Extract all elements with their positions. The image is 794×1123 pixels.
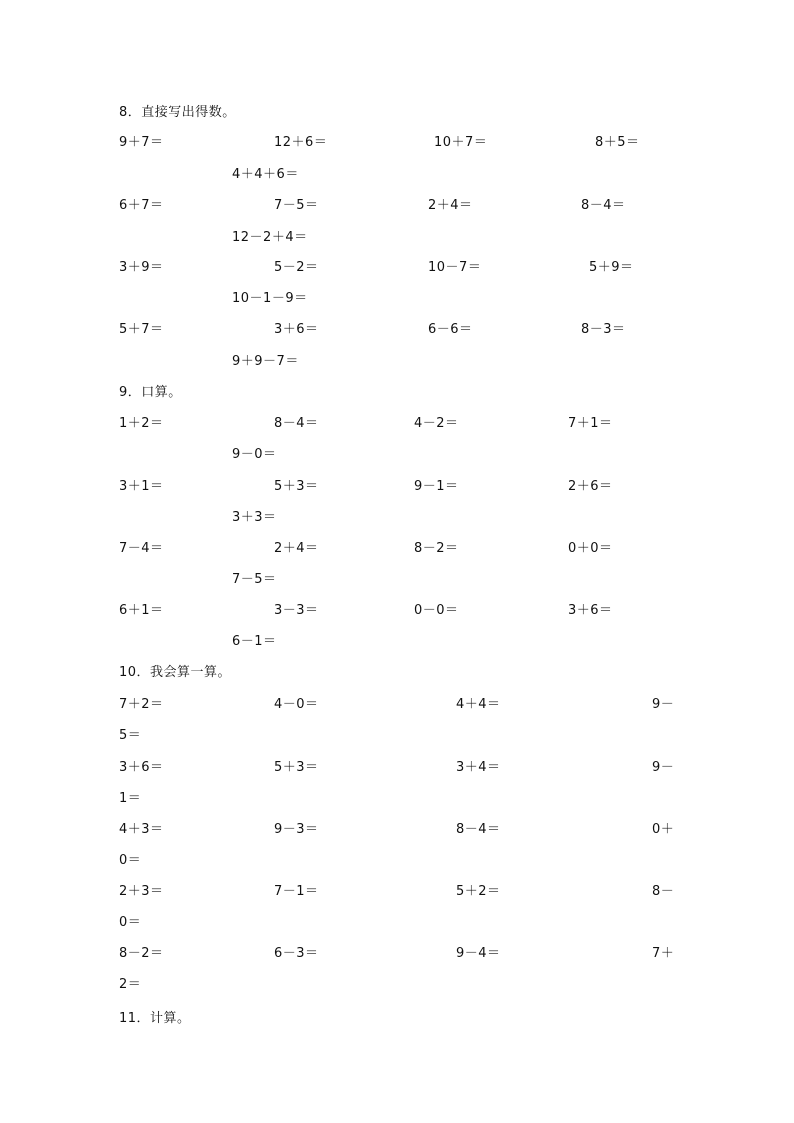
- problem: 5＋3＝: [274, 479, 319, 494]
- problem: 3＋9＝: [119, 260, 164, 275]
- problem: 8－4＝: [274, 416, 319, 431]
- problem: 10－7＝: [428, 260, 482, 275]
- problem: 7＋2＝: [119, 697, 164, 712]
- problem: 6－3＝: [274, 946, 319, 961]
- problem: 2＋4＝: [274, 541, 319, 556]
- problem: 4－2＝: [414, 416, 459, 431]
- section-heading: 9．口算。: [119, 385, 182, 400]
- problem: 9＋7＝: [119, 135, 164, 150]
- problem: 9－4＝: [456, 946, 501, 961]
- problem: 10－1－9＝: [232, 291, 308, 306]
- problem: 8＋5＝: [595, 135, 640, 150]
- problem: 5－2＝: [274, 260, 319, 275]
- problem: 3＋3＝: [232, 510, 277, 525]
- problem: 3＋6＝: [568, 603, 613, 618]
- problem: 8－4＝: [456, 822, 501, 837]
- problem: 3＋6＝: [119, 760, 164, 775]
- problem: 3＋6＝: [274, 322, 319, 337]
- problem: 9－: [652, 697, 675, 712]
- problem-continuation: 1＝: [119, 791, 142, 806]
- problem: 7－4＝: [119, 541, 164, 556]
- problem: 7－1＝: [274, 884, 319, 899]
- problem: 3＋1＝: [119, 479, 164, 494]
- problem: 1＋2＝: [119, 416, 164, 431]
- problem: 4＋3＝: [119, 822, 164, 837]
- problem: 2＋3＝: [119, 884, 164, 899]
- problem: 6＋7＝: [119, 198, 164, 213]
- problem: 8－2＝: [414, 541, 459, 556]
- problem: 9－0＝: [232, 447, 277, 462]
- problem: 8－2＝: [119, 946, 164, 961]
- problem: 0＋: [652, 822, 675, 837]
- problem: 12＋6＝: [274, 135, 328, 150]
- problem-continuation: 0＝: [119, 915, 142, 930]
- problem: 6－1＝: [232, 634, 277, 649]
- problem: 9－1＝: [414, 479, 459, 494]
- problem: 4－0＝: [274, 697, 319, 712]
- problem: 12－2＋4＝: [232, 230, 308, 245]
- problem: 3＋4＝: [456, 760, 501, 775]
- problem: 10＋7＝: [434, 135, 488, 150]
- problem: 4＋4＝: [456, 697, 501, 712]
- problem: 9－3＝: [274, 822, 319, 837]
- problem: 7＋1＝: [568, 416, 613, 431]
- problem: 7＋: [652, 946, 675, 961]
- problem: 2＋6＝: [568, 479, 613, 494]
- problem: 0－0＝: [414, 603, 459, 618]
- section-heading: 10．我会算一算。: [119, 665, 232, 680]
- problem: 5＋3＝: [274, 760, 319, 775]
- problem: 7－5＝: [274, 198, 319, 213]
- problem: 9＋9－7＝: [232, 354, 299, 369]
- problem: 6＋1＝: [119, 603, 164, 618]
- problem: 5＋7＝: [119, 322, 164, 337]
- problem: 7－5＝: [232, 572, 277, 587]
- problem: 0＋0＝: [568, 541, 613, 556]
- problem: 3－3＝: [274, 603, 319, 618]
- problem: 8－3＝: [581, 322, 626, 337]
- section-heading: 8．直接写出得数。: [119, 105, 236, 120]
- problem-continuation: 5＝: [119, 728, 142, 743]
- problem: 8－: [652, 884, 675, 899]
- problem: 8－4＝: [581, 198, 626, 213]
- problem: 4＋4＋6＝: [232, 167, 299, 182]
- problem: 2＋4＝: [428, 198, 473, 213]
- problem: 5＋9＝: [589, 260, 634, 275]
- problem-continuation: 2＝: [119, 977, 142, 992]
- problem: 6－6＝: [428, 322, 473, 337]
- section-heading: 11．计算。: [119, 1011, 191, 1026]
- problem: 9－: [652, 760, 675, 775]
- problem-continuation: 0＝: [119, 853, 142, 868]
- problem: 5＋2＝: [456, 884, 501, 899]
